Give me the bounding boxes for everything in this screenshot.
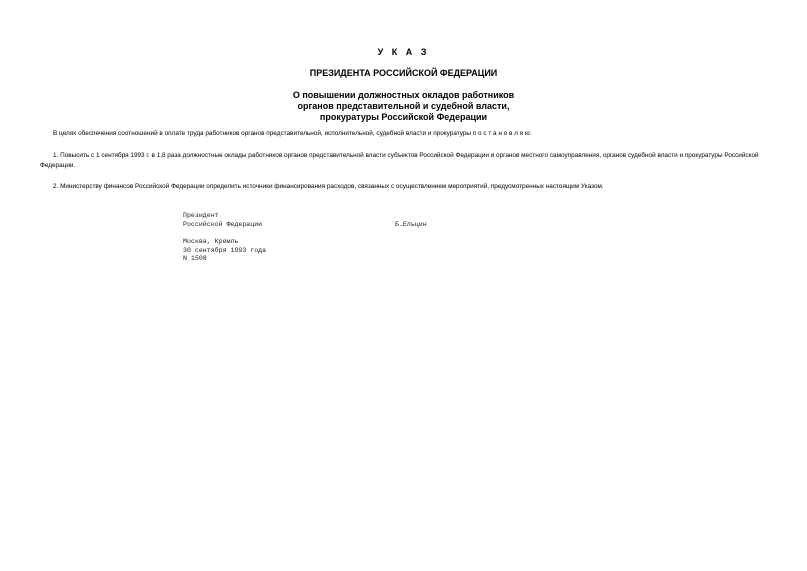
signature-position-line1: Президент [183, 212, 219, 219]
signature-position [183, 212, 262, 229]
subject-line: прокуратуры Российской Федерации [319, 112, 488, 122]
decree-number: N 1508 [183, 255, 207, 263]
subject-line: О повышении должностных окладов работников [292, 90, 515, 100]
decree-item-2: 2. Министерству финансов Российской Федерации определить источники финансирования расходов, связанных с осуществлением мероприятий, предусмотренных настоящим Указом. [53, 183, 604, 190]
decree-item-1: 1. Повысить с 1 сентября 1993 г. в 1,8 раза должностные оклады работников органов представительной власти субъектов Российской Федерации и органов местного самоуправления, органов судебной власти и прокуратуры Российской Федерации. [40, 152, 759, 169]
decree-issuer: ПРЕЗИДЕНТА РОССИЙСКОЙ ФЕДЕРАЦИИ [309, 68, 498, 78]
decree-title: У К А З [377, 47, 430, 57]
signature-date: 30 сентября 1993 года [183, 246, 267, 254]
subject-line: органов представительной и судебной власти, [297, 101, 510, 111]
signature-name: Б.Ельцин [395, 221, 427, 228]
preamble-paragraph [40, 129, 775, 139]
preamble-text: В целях обеспечения соотношений в оплате труда работников органов представительной, исполнительной, судебной власти и прокуратуры [53, 130, 472, 137]
signature-place: Москва, Кремль [183, 238, 239, 245]
decree-word: п о с т а н о в л я ю: [472, 130, 532, 137]
decree-subject [0, 90, 807, 123]
signature-position-line2: Российской Федерации [183, 220, 263, 228]
signature-place-date [183, 238, 266, 264]
